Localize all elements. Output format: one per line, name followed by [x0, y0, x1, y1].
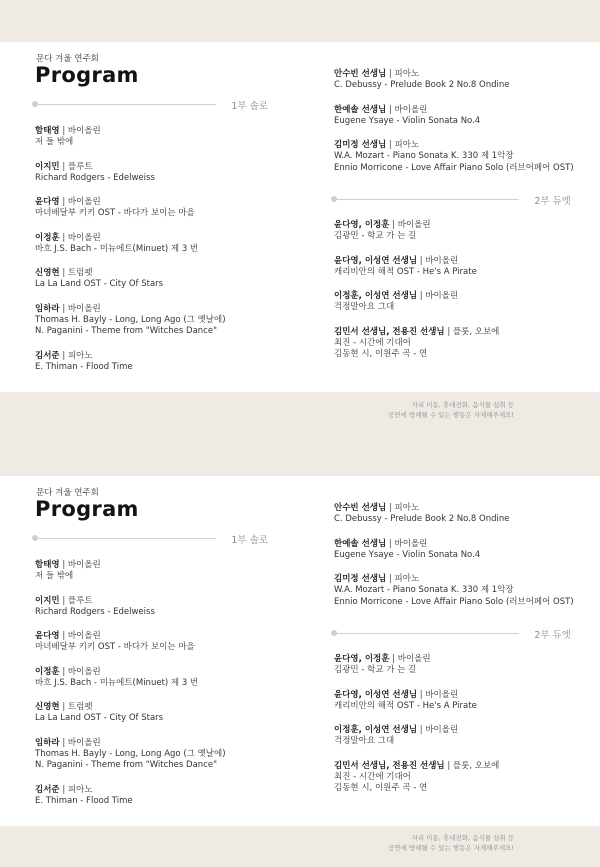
instrument: 바이올린 [394, 538, 428, 549]
notice-line: 자리 이동, 휴대전화, 음식물 섭취 등 [411, 834, 514, 842]
instrument: 바이올린 [67, 666, 101, 677]
separator: | [444, 326, 453, 337]
separator: | [59, 784, 68, 795]
audience-notice [274, 400, 514, 420]
separator: | [59, 232, 68, 243]
piece-title: Eugene Ysaye - Violin Sonata No.4 [334, 115, 481, 126]
instrument: 바이올린 [397, 654, 431, 664]
separator: | [389, 654, 398, 664]
program-entry [334, 573, 574, 608]
performer-line [35, 125, 226, 137]
separator: | [389, 220, 398, 230]
instrument: 트럼펫 [67, 268, 93, 278]
separator: | [386, 574, 395, 584]
program-entry [35, 350, 226, 374]
separator: | [417, 291, 426, 301]
performer-name: 김서준 [35, 350, 60, 361]
separator: | [417, 689, 426, 700]
piece-title: 캐리비안의 해적 OST - He's A Pirate [334, 700, 477, 711]
piece-title: C. Debussy - Prelude Book 2 No.8 Ondine [334, 514, 510, 524]
performer-line [35, 232, 226, 244]
program-entry [35, 196, 226, 220]
instrument: 플루트 [67, 161, 93, 172]
performer-name: 함태영 [35, 560, 60, 570]
separator: | [386, 538, 395, 549]
program-title: Program [35, 497, 139, 521]
performer-line [35, 701, 226, 713]
program-entry [334, 538, 574, 562]
piece-title: 걱정말아요 그대 [334, 302, 395, 312]
program-entry [334, 219, 499, 243]
separator: | [386, 104, 395, 115]
piece-title: W.A. Mozart - Piano Sonata K. 330 제 1악장 [334, 151, 514, 161]
performer-name: 윤다영 [35, 631, 60, 641]
program-entry [334, 104, 574, 128]
performer-name: 안수빈 선생님 [334, 503, 387, 513]
separator: | [417, 725, 426, 735]
performer-name: 김미정 선생님 [334, 574, 387, 584]
performer-name: 윤다영, 이정훈 [334, 654, 390, 664]
part2-label: 2부 듀엣 [534, 630, 571, 641]
performer-name: 함태영 [35, 126, 60, 136]
performer-name: 임하라 [35, 303, 60, 314]
piece-title: 김동현 시, 이원주 곡 - 연 [334, 783, 428, 793]
performer-name: 윤다영 [35, 197, 60, 207]
program-entry [35, 666, 226, 690]
instrument: 바이올린 [394, 104, 428, 115]
instrument: 바이올린 [67, 560, 101, 570]
piece-title: 바흐 J.S. Bach - 미뉴에트(Minuet) 제 3 번 [35, 243, 199, 254]
performer-line [35, 161, 226, 173]
instrument: 바이올린 [67, 197, 101, 207]
performer-name: 신영현 [35, 702, 60, 712]
piece-title: 김광민 - 학교 가 는 길 [334, 665, 417, 675]
instrument: 바이올린 [425, 725, 459, 735]
notice-line: 공연에 방해될 수 있는 행동은 자제해주세요! [388, 844, 514, 852]
instrument: 바이올린 [67, 631, 101, 641]
performer-name: 한예솔 선생님 [334, 104, 387, 115]
performer-line [334, 326, 499, 338]
performer-line [334, 538, 574, 550]
separator: | [59, 737, 68, 748]
instrument: 피아노 [67, 784, 93, 795]
instrument: 피아노 [394, 140, 420, 150]
separator: | [444, 760, 453, 771]
performer-line [334, 760, 499, 772]
performer-line [35, 559, 226, 571]
part1-divider [32, 533, 268, 546]
performer-name: 김민서 선생님, 전용진 선생님 [334, 326, 445, 337]
instrument: 바이올린 [67, 303, 101, 314]
piece-title: 저 들 밖에 [35, 137, 74, 147]
separator: | [59, 161, 68, 172]
instrument: 플룻, 오보에 [452, 760, 500, 771]
piece-title: Eugene Ysaye - Violin Sonata No.4 [334, 549, 481, 560]
program-entry [334, 502, 574, 526]
piece-title: 김광민 - 학교 가 는 길 [334, 231, 417, 241]
program-entry [334, 255, 499, 279]
program-entry [334, 689, 499, 713]
separator: | [59, 702, 68, 712]
piece-title: E. Thiman - Flood Time [35, 361, 133, 372]
instrument: 플룻, 오보에 [452, 326, 500, 337]
performer-line [35, 737, 226, 749]
program-entry [35, 303, 226, 338]
program-entry [334, 326, 499, 361]
separator: | [386, 503, 395, 513]
program-title: Program [35, 63, 139, 87]
performer-line [334, 724, 499, 736]
performer-line [334, 219, 499, 231]
program-entry [334, 760, 499, 795]
program-entry [35, 737, 226, 772]
instrument: 플루트 [67, 595, 93, 606]
performer-name: 김서준 [35, 784, 60, 795]
program-entry [334, 68, 574, 92]
piece-title: Thomas H. Bayly - Long, Long Ago (그 옛날에) [35, 748, 226, 759]
piece-title: 마녀배달부 키키 OST - 바다가 보이는 마을 [35, 208, 195, 218]
piece-title: N. Paganini - Theme from "Witches Dance" [35, 326, 217, 336]
divider-line [334, 199, 519, 200]
separator: | [59, 595, 68, 606]
part2-divider [331, 628, 571, 641]
piece-title: Richard Rodgers - Edelweiss [35, 606, 155, 617]
separator: | [59, 303, 68, 314]
piece-title: 캐리비안의 해적 OST - He's A Pirate [334, 266, 477, 277]
part1-list [35, 559, 226, 819]
performer-line [334, 653, 499, 665]
performer-line [35, 303, 226, 315]
part1-list [35, 125, 226, 385]
program-entry [35, 630, 226, 654]
program-entry [334, 290, 499, 314]
program-entry [35, 701, 226, 725]
divider-line [35, 104, 216, 105]
performer-name: 이정훈, 이성연 선생님 [334, 291, 418, 301]
separator: | [417, 255, 426, 266]
separator: | [59, 268, 68, 278]
divider-line [35, 538, 216, 539]
separator: | [386, 69, 395, 79]
piece-title: 최진 - 시간에 기대어 [334, 337, 411, 348]
piece-title: 바흐 J.S. Bach - 미뉴에트(Minuet) 제 3 번 [35, 677, 199, 688]
performer-name: 윤다영, 이성연 선생님 [334, 255, 418, 266]
performer-line [334, 139, 574, 151]
program-entry [35, 559, 226, 583]
performer-line [334, 290, 499, 302]
performer-name: 이정훈, 이성연 선생님 [334, 725, 418, 735]
program-entry [35, 125, 226, 149]
instrument: 피아노 [394, 574, 420, 584]
program-entry [35, 784, 226, 808]
program-entry [334, 139, 574, 174]
part2-list [334, 219, 499, 373]
piece-title: La La Land OST - City Of Stars [35, 279, 164, 289]
piece-title: 저 들 밖에 [35, 571, 74, 581]
performer-name: 윤다영, 이정훈 [334, 220, 390, 230]
instrument: 바이올린 [425, 255, 459, 266]
performer-line [35, 267, 226, 279]
performer-line [334, 255, 499, 267]
part2-list [334, 653, 499, 807]
piece-title: Thomas H. Bayly - Long, Long Ago (그 옛날에) [35, 314, 226, 325]
separator: | [386, 140, 395, 150]
performer-line [334, 68, 574, 80]
instrument: 피아노 [67, 350, 93, 361]
part2-divider [331, 194, 571, 207]
instrument: 바이올린 [425, 689, 459, 700]
instrument: 바이올린 [425, 291, 459, 301]
piece-title: N. Paganini - Theme from "Witches Dance" [35, 760, 217, 770]
program-entry [35, 595, 226, 619]
performer-line [35, 630, 226, 642]
piece-title: 걱정말아요 그대 [334, 736, 395, 746]
part1-label: 1부 솔로 [231, 101, 268, 112]
instrument: 피아노 [394, 69, 420, 79]
part1-continued-list [334, 502, 574, 620]
piece-title: Richard Rodgers - Edelweiss [35, 172, 155, 183]
performer-name: 윤다영, 이성연 선생님 [334, 689, 418, 700]
program-entry [35, 267, 226, 291]
piece-title: E. Thiman - Flood Time [35, 795, 133, 806]
separator: | [59, 197, 68, 207]
performer-name: 이지민 [35, 595, 60, 606]
performer-line [35, 666, 226, 678]
performer-name: 임하라 [35, 737, 60, 748]
notice-line: 자리 이동, 휴대전화, 음식물 섭취 등 [411, 401, 514, 409]
piece-title: C. Debussy - Prelude Book 2 No.8 Ondine [334, 80, 510, 90]
piece-title: Ennio Morricone - Love Affair Piano Solo (러브어페어 OST) [334, 162, 574, 173]
piece-title: La La Land OST - City Of Stars [35, 713, 164, 723]
piece-title: Ennio Morricone - Love Affair Piano Solo (러브어페어 OST) [334, 596, 574, 607]
performer-line [334, 689, 499, 701]
performer-line [35, 595, 226, 607]
divider-line [334, 633, 519, 634]
piece-title: 최진 - 시간에 기대어 [334, 771, 411, 782]
performer-name: 김민서 선생님, 전용진 선생님 [334, 760, 445, 771]
concert-subtitle: 문다 겨울 연주회 [36, 488, 99, 498]
performer-line [334, 502, 574, 514]
program-sheet-1 [0, 0, 600, 433]
performer-line [35, 350, 226, 362]
instrument: 바이올린 [67, 737, 101, 748]
performer-name: 안수빈 선생님 [334, 69, 387, 79]
notice-line: 공연에 방해될 수 있는 행동은 자제해주세요! [388, 411, 514, 419]
program-entry [35, 161, 226, 185]
audience-notice [274, 833, 514, 853]
piece-title: 마녀배달부 키키 OST - 바다가 보이는 마을 [35, 642, 195, 652]
performer-line [35, 784, 226, 796]
separator: | [59, 350, 68, 361]
concert-subtitle: 문다 겨울 연주회 [36, 54, 99, 64]
piece-title: W.A. Mozart - Piano Sonata K. 330 제 1악장 [334, 585, 514, 595]
performer-name: 김미정 선생님 [334, 140, 387, 150]
part2-label: 2부 듀엣 [534, 196, 571, 207]
part1-continued-list [334, 68, 574, 186]
performer-name: 이정훈 [35, 666, 60, 677]
piece-title: 김동현 시, 이원주 곡 - 연 [334, 349, 428, 359]
performer-line [35, 196, 226, 208]
performer-name: 이지민 [35, 161, 60, 172]
part1-label: 1부 솔로 [231, 535, 268, 546]
performer-name: 신영현 [35, 268, 60, 278]
program-entry [35, 232, 226, 256]
separator: | [59, 631, 68, 641]
program-entry [334, 653, 499, 677]
separator: | [59, 126, 68, 136]
program-entry [334, 724, 499, 748]
program-sheet-2 [0, 434, 600, 867]
performer-name: 한예솔 선생님 [334, 538, 387, 549]
part1-divider [32, 99, 268, 112]
performer-name: 이정훈 [35, 232, 60, 243]
performer-line [334, 104, 574, 116]
instrument: 바이올린 [67, 232, 101, 243]
separator: | [59, 666, 68, 677]
instrument: 바이올린 [397, 220, 431, 230]
instrument: 트럼펫 [67, 702, 93, 712]
instrument: 피아노 [394, 503, 420, 513]
instrument: 바이올린 [67, 126, 101, 136]
performer-line [334, 573, 574, 585]
separator: | [59, 560, 68, 570]
